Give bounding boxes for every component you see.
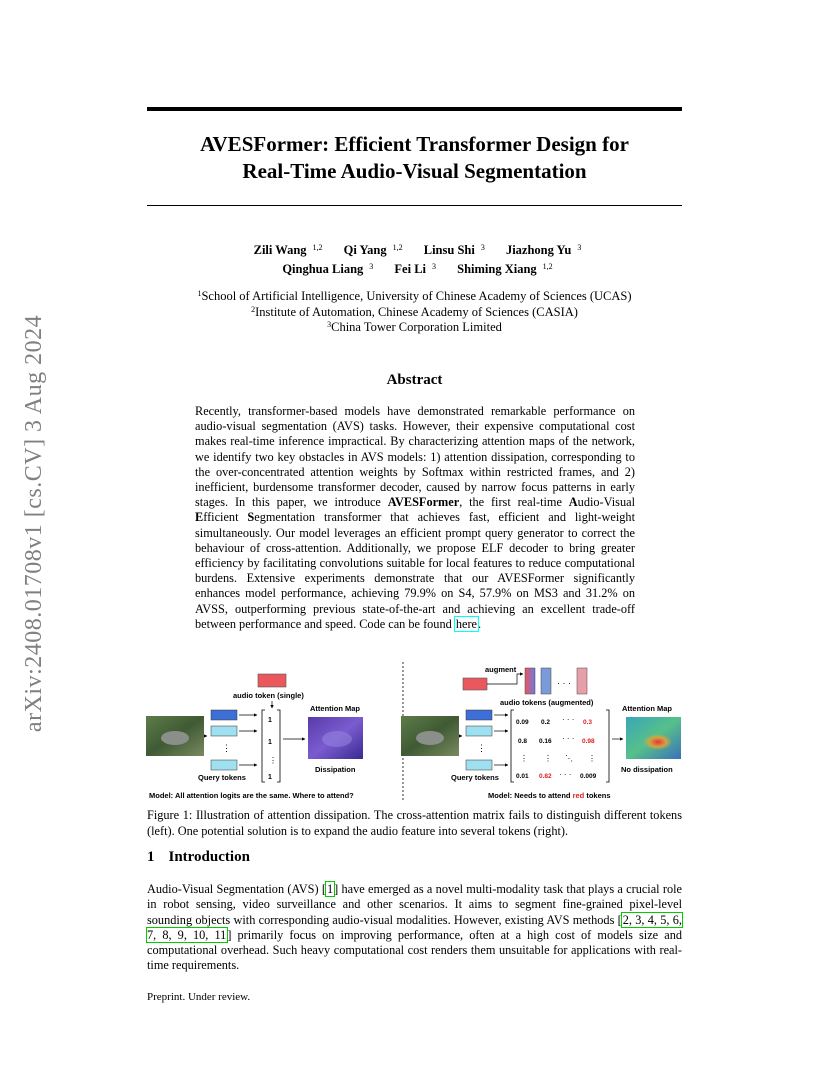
- right-model-caption: Model: Needs to attend red tokens: [488, 791, 611, 800]
- svg-text:⋮: ⋮: [520, 754, 528, 763]
- svg-text:⋮: ⋮: [269, 756, 277, 765]
- author: Linsu Shi $^3$: [423, 243, 485, 257]
- abstract-heading: Abstract: [386, 372, 443, 388]
- intro-paragraph: Audio-Visual Segmentation (AVS) [1] have emerged as a novel multi-modality task that plays a crucial role in robot sensing, video surveillance and other scenarios. It aims to segment fine-grained pixel-level sounding objects with corresponding audio-visual modalities. However, existing AVS methods [2, 3, 4, 5, 6, 7, 8, 9, 10, 11] primarily focus on improving performance, often at a high cost of models size and computational overhead. Such heavy computational cost renders them unsuitable for applications with real-time requirements.: [147, 882, 682, 973]
- author-list: [147, 241, 682, 279]
- query-token-icon: [466, 760, 492, 770]
- query-token-icon: [466, 710, 492, 720]
- attention-hotspot: [638, 731, 674, 751]
- affiliations: [147, 289, 682, 336]
- matrix-cell: 0.01: [516, 773, 529, 780]
- figure-1-diagram: [145, 660, 685, 808]
- author: Zili Wang $^{1,2}$: [253, 243, 323, 257]
- svg-text:⋮: ⋮: [222, 743, 231, 753]
- svg-text:⋱: ⋱: [565, 754, 573, 763]
- title-rule-top: [147, 107, 682, 111]
- audio-token-label: audio token (single): [233, 691, 304, 700]
- abstract-body: Recently, transformer-based models have demonstrated remarkable performance on audio-visual segmentation (AVS) tasks. However, their expensive computational cost makes real-time inference impractical. By characterizing attention maps of the network, we identify two key obstacles in AVS models: 1) attention dissipation, corresponding to the over-concentrated attention weights by Softmax within restricted frames, and 2) inefficient, burdensome transformer decoder, caused by narrow focus patterns in early stages. In this paper, we introduce AVESFormer, the first real-time Audio-Visual Efficient Segmentation transformer that achieves fast, efficient and light-weight simultaneously. Our model leverages an efficient prompt query generator to correct the behaviour of cross-attention. Additionally, we propose ELF decoder to bring greater efficiency by facilitating convolutions suitable for local features to reduce computational burdens. Extensive experiments demonstrate that our AVESFormer significantly enhances model performance, achieving 79.9% on S4, 57.9% on MS3 and 31.2% on AVSS, outperforming previous state-of-the-art and achieving an excellent trade-off between performance and speed. Code can be found here.: [195, 404, 635, 631]
- dissipation-label: Dissipation: [315, 765, 356, 774]
- title-rule-bottom: [147, 205, 682, 206]
- section-title: Introduction: [168, 849, 250, 865]
- attn-value: 1: [268, 774, 272, 781]
- attention-map-label-left: Attention Map: [310, 704, 360, 713]
- svg-text:⋮: ⋮: [588, 754, 596, 763]
- matrix-cell: 0.2: [541, 719, 551, 726]
- matrix-cell: 0.16: [539, 738, 552, 745]
- code-link[interactable]: here: [455, 616, 478, 631]
- svg-text:⋮: ⋮: [477, 743, 486, 753]
- audio-token-icon: [258, 674, 286, 687]
- augmented-token-icon: [541, 668, 551, 694]
- affiliation: $^3$China Tower Corporation Limited: [327, 320, 502, 334]
- svg-text:· · ·: · · ·: [559, 770, 572, 779]
- svg-text:⋮: ⋮: [544, 754, 552, 763]
- svg-text:· · ·: · · ·: [562, 715, 575, 724]
- arxiv-stamp: [20, 289, 50, 757]
- author: Jiazhong Yu $^3$: [505, 243, 582, 257]
- author: Qinghua Liang $^3$: [282, 262, 374, 276]
- bird-icon: [161, 731, 189, 745]
- matrix-cell: 0.82: [539, 773, 552, 780]
- attn-value: 1: [268, 739, 272, 746]
- matrix-cell: 0.98: [582, 738, 595, 745]
- audio-tokens-augmented-label: audio tokens (augmented): [500, 698, 594, 707]
- no-dissipation-label: No dissipation: [621, 765, 673, 774]
- audio-token-icon: [463, 678, 487, 690]
- author: Qi Yang $^{1,2}$: [343, 243, 403, 257]
- paper-title: AVESFormer: Efficient Transformer Design for Real-Time Audio-Visual Segmentation: [200, 132, 629, 183]
- query-token-icon: [466, 726, 492, 736]
- figure-caption: Figure 1: Illustration of attention dissipation. The cross-attention matrix fails to distinguish different tokens (left). One potential solution is to expand the audio feature into several tokens (right).: [147, 808, 682, 838]
- query-token-icon: [211, 726, 237, 736]
- query-tokens-label-right: Query tokens: [451, 773, 499, 782]
- affiliation: $^1$School of Artificial Intelligence, University of Chinese Academy of Sciences (UCAS): [197, 289, 632, 303]
- svg-text:· · ·: · · ·: [562, 734, 575, 743]
- matrix-cell: 0.09: [516, 719, 529, 726]
- matrix-cell: 0.3: [583, 719, 593, 726]
- query-tokens-label-left: Query tokens: [198, 773, 246, 782]
- affiliation: $^2$Institute of Automation, Chinese Academy of Sciences (CASIA): [251, 304, 578, 319]
- attn-value: 1: [268, 717, 272, 724]
- query-token-icon: [211, 710, 237, 720]
- left-model-caption: Model: All attention logits are the same. Where to attend?: [149, 791, 354, 800]
- svg-text:· · ·: · · ·: [557, 678, 571, 688]
- matrix-cell: 0.009: [580, 773, 597, 780]
- augmented-token-icon: [525, 668, 535, 694]
- author: Shiming Xiang $^{1,2}$: [457, 262, 553, 276]
- author: Fei Li $^3$: [394, 262, 436, 276]
- citation-links[interactable]: 2, 3, 4, 5, 6, 7, 8, 9, 10, 11: [147, 912, 682, 942]
- section-number: 1: [147, 849, 155, 865]
- section-heading: [147, 849, 682, 866]
- attention-map-label-right: Attention Map: [622, 704, 672, 713]
- augmented-token-icon: [577, 668, 587, 694]
- bird-icon: [416, 731, 444, 745]
- figure-1: [145, 660, 685, 808]
- query-token-icon: [211, 760, 237, 770]
- matrix-cell: 0.8: [518, 738, 528, 745]
- footer-note: Preprint. Under review.: [147, 991, 251, 1003]
- citation-link[interactable]: 1: [326, 882, 334, 896]
- arxiv-id: arXiv:2408.01708v1 [cs.CV] 3 Aug 2024: [21, 314, 48, 732]
- augment-label: augment: [485, 665, 517, 674]
